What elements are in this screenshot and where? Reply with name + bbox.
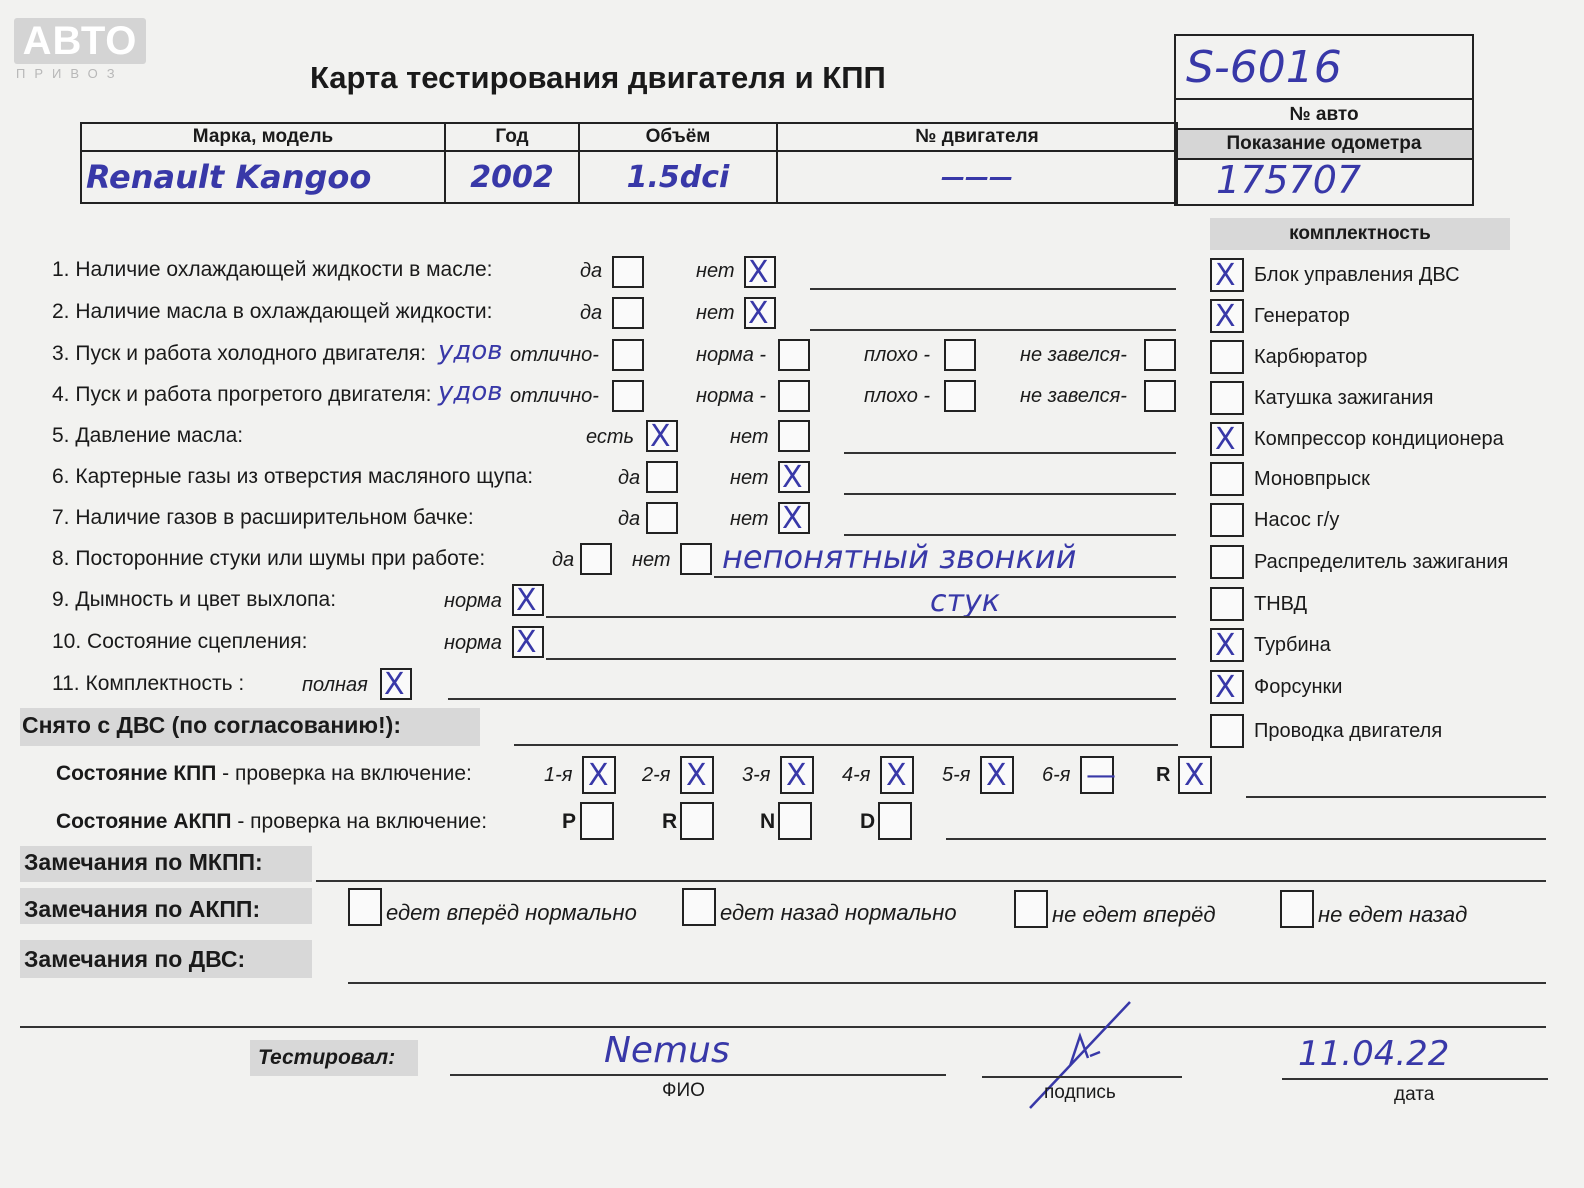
- odometer-value: 175707: [1216, 158, 1362, 202]
- opt-normal-label: норма: [444, 632, 502, 654]
- row-text: Наличие газов в расширительном бачке:: [75, 506, 474, 529]
- row-number: 6.: [52, 465, 70, 488]
- year-value: 2002: [445, 151, 579, 203]
- check-mark: X: [786, 758, 807, 793]
- signature-line-sign: [982, 1076, 1182, 1078]
- check-mark: X: [588, 758, 609, 793]
- check-mark: X: [650, 419, 671, 454]
- check-mark: X: [686, 758, 707, 793]
- handwritten-note: непонятный звонкий: [722, 538, 1077, 576]
- kpp-gear-7-box[interactable]: [1178, 756, 1212, 794]
- komplekt-item-2-label: Генератор: [1254, 305, 1350, 327]
- note-line: [844, 534, 1176, 536]
- akpp-label: [56, 810, 487, 834]
- komplekt-item-3-box[interactable]: [1210, 340, 1244, 374]
- check-5-no-box[interactable]: [778, 420, 810, 452]
- check-row-7: [52, 506, 474, 530]
- opt-no-label: нет: [696, 260, 735, 282]
- opt-no-label: нет: [632, 549, 671, 571]
- komplekt-item-5-box[interactable]: [1210, 422, 1244, 456]
- check-2-no-box[interactable]: [744, 297, 776, 329]
- komplekt-item-4-label: Катушка зажигания: [1254, 387, 1434, 409]
- opt-excellent-label: отлично-: [510, 344, 599, 366]
- komplekt-item-1-label: Блок управления ДВС: [1254, 264, 1460, 286]
- kpp-gear-label: 6-я: [1042, 764, 1071, 786]
- komplekt-item-6-box[interactable]: [1210, 462, 1244, 496]
- akpp-forward-ok-label: едет вперёд нормально: [386, 900, 637, 925]
- notes-akpp-label: Замечания по АКПП:: [24, 896, 261, 922]
- row-number: 4.: [52, 383, 70, 406]
- akpp-no-backward-label: не едет назад: [1318, 902, 1468, 927]
- kpp-gear-label: 1-я: [544, 764, 573, 786]
- komplekt-item-8-box[interactable]: [1210, 545, 1244, 579]
- opt-bad-label: плохо -: [864, 385, 931, 407]
- check-3-normal-box[interactable]: [778, 339, 810, 371]
- check-row-2: [52, 300, 492, 324]
- check-mark: X: [516, 625, 537, 660]
- check-row-9: [52, 588, 336, 612]
- note-line: [20, 1026, 1546, 1028]
- row-text: Пуск и работа прогретого двигателя:: [75, 383, 432, 406]
- akpp-backward-ok-box[interactable]: [682, 888, 716, 926]
- kpp-label-text: - проверка на включение:: [216, 762, 472, 785]
- komplekt-item-11-box[interactable]: [1210, 670, 1244, 704]
- row-text: Картерные газы из отверстия масляного щупа:: [75, 465, 534, 488]
- row-text: Давление масла:: [75, 424, 244, 447]
- kpp-label: [56, 762, 472, 786]
- check-1-no-box[interactable]: [744, 256, 776, 288]
- opt-yes-label: да: [580, 260, 603, 282]
- check-mark: X: [1215, 628, 1236, 663]
- opt-bad-label: плохо -: [864, 344, 931, 366]
- akpp-forward-ok-box[interactable]: [348, 888, 382, 926]
- akpp-no-backward-box[interactable]: [1280, 890, 1314, 928]
- opt-yes-label: да: [618, 508, 641, 530]
- auto-number-box: [1174, 34, 1474, 206]
- komplekt-item-1-box[interactable]: [1210, 258, 1244, 292]
- akpp-no-forward-label: не едет вперёд: [1052, 902, 1216, 927]
- komplekt-item-2-box[interactable]: [1210, 299, 1244, 333]
- komplekt-item-4-box[interactable]: [1210, 381, 1244, 415]
- page-title: Карта тестирования двигателя и КПП: [310, 60, 886, 95]
- row-text: Наличие масла в охлаждающей жидкости:: [75, 300, 493, 323]
- row-number: 10.: [52, 630, 82, 653]
- note-line: [546, 616, 1176, 618]
- odometer-label: Показание одометра: [1176, 128, 1472, 160]
- check-10-normal-box[interactable]: [512, 626, 544, 658]
- komplekt-item-10-label: Турбина: [1254, 634, 1331, 656]
- check-6-yes-box[interactable]: [646, 461, 678, 493]
- note-line: [844, 493, 1176, 495]
- check-6-no-box[interactable]: [778, 461, 810, 493]
- komplekt-item-10-box[interactable]: [1210, 628, 1244, 662]
- notes-mkpp-label: Замечания по МКПП:: [24, 849, 263, 875]
- auto-number-value: S-6016: [1186, 42, 1342, 93]
- row-number: 1.: [52, 258, 70, 281]
- check-mark: X: [384, 667, 405, 702]
- opt-no-label: нет: [730, 467, 769, 489]
- logo: АВТО: [14, 18, 146, 64]
- check-4-not-started-box[interactable]: [1144, 380, 1176, 412]
- check-row-4: [52, 383, 432, 407]
- kpp-gear-label: R: [1156, 764, 1171, 786]
- akpp-mode-2-box[interactable]: [680, 802, 714, 840]
- check-mark: X: [886, 758, 907, 793]
- check-mark: —: [1086, 758, 1116, 793]
- komplekt-item-9-box[interactable]: [1210, 587, 1244, 621]
- opt-full-label: полная: [302, 674, 368, 696]
- check-1-yes-box[interactable]: [612, 256, 644, 288]
- row-text: Дымность и цвет выхлопа:: [75, 588, 337, 611]
- engine-no-value: ———: [777, 151, 1177, 203]
- check-4-excellent-box[interactable]: [612, 380, 644, 412]
- check-mark: X: [986, 758, 1007, 793]
- check-mark: X: [516, 583, 537, 618]
- check-mark: X: [748, 255, 769, 290]
- check-row-6: [52, 465, 533, 489]
- handwritten-note: удов: [438, 377, 503, 407]
- komplekt-item-11-label: Форсунки: [1254, 676, 1343, 698]
- check-7-no-box[interactable]: [778, 502, 810, 534]
- note-line: [714, 576, 1176, 578]
- akpp-backward-ok-label: едет назад нормально: [720, 900, 957, 925]
- check-row-8: [52, 547, 485, 571]
- check-row-3: [52, 342, 426, 366]
- tested-label: Тестировал:: [258, 1046, 396, 1069]
- signature-line-name: [450, 1074, 946, 1076]
- handwritten-note: удов: [438, 336, 503, 366]
- check-mark: X: [748, 296, 769, 331]
- opt-normal-label: норма -: [696, 344, 767, 366]
- komplekt-item-12-label: Проводка двигателя: [1254, 720, 1443, 742]
- komplekt-item-9-label: ТНВД: [1254, 593, 1308, 615]
- kpp-gear-5-box[interactable]: [980, 756, 1014, 794]
- komplekt-title: комплектность: [1289, 223, 1431, 244]
- kpp-gear-label: 5-я: [942, 764, 971, 786]
- year-label: Год: [445, 123, 579, 151]
- check-row-10: [52, 630, 307, 654]
- check-9-normal-box[interactable]: [512, 584, 544, 616]
- kpp-gear-1-box[interactable]: [582, 756, 616, 794]
- row-text: Комплектность :: [85, 672, 245, 695]
- opt-yes-label: есть: [586, 426, 635, 448]
- check-mark: X: [1215, 422, 1236, 457]
- komplekt-item-6-label: Моновпрыск: [1254, 468, 1370, 490]
- signature-line-date: [1282, 1078, 1548, 1080]
- note-line: [1246, 796, 1546, 798]
- opt-yes-label: да: [618, 467, 641, 489]
- check-mark: X: [1215, 299, 1236, 334]
- check-5-yes-box[interactable]: [646, 420, 678, 452]
- opt-no-label: нет: [730, 508, 769, 530]
- akpp-mode-label: R: [662, 810, 678, 833]
- note-line: [348, 982, 1546, 984]
- check-8-yes-box[interactable]: [580, 543, 612, 575]
- row-text: Состояние сцепления:: [87, 630, 308, 653]
- opt-not-started-label: не завелся-: [1020, 344, 1127, 366]
- row-number: 7.: [52, 506, 70, 529]
- kpp-gear-3-box[interactable]: [780, 756, 814, 794]
- akpp-mode-label: D: [860, 810, 876, 833]
- row-number: 3.: [52, 342, 70, 365]
- handwritten-note: стук: [930, 584, 1000, 619]
- row-number: 8.: [52, 547, 70, 570]
- row-text: Посторонние стуки или шумы при работе:: [75, 547, 486, 570]
- opt-yes-label: да: [580, 302, 603, 324]
- akpp-mode-3-box[interactable]: [778, 802, 812, 840]
- komplekt-item-7-label: Насос г/у: [1254, 509, 1340, 531]
- note-line: [316, 880, 1546, 882]
- opt-normal-label: норма: [444, 590, 502, 612]
- check-2-yes-box[interactable]: [612, 297, 644, 329]
- logo-subtitle: ПРИВОЗ: [16, 66, 124, 81]
- kpp-gear-4-box[interactable]: [880, 756, 914, 794]
- komplekt-item-8-label: Распределитель зажигания: [1254, 551, 1509, 573]
- row-number: 5.: [52, 424, 70, 447]
- check-8-no-box[interactable]: [680, 543, 712, 575]
- row-number: 2.: [52, 300, 70, 323]
- opt-no-label: нет: [696, 302, 735, 324]
- fio-label: ФИО: [662, 1080, 705, 1101]
- note-line: [514, 744, 1178, 746]
- date-label: дата: [1394, 1084, 1435, 1105]
- check-3-not-started-box[interactable]: [1144, 339, 1176, 371]
- check-7-yes-box[interactable]: [646, 502, 678, 534]
- akpp-label-text: - проверка на включение:: [231, 810, 488, 833]
- row-text: Наличие охлаждающей жидкости в масле:: [75, 258, 493, 281]
- komplekt-item-5-label: Компрессор кондиционера: [1254, 428, 1504, 450]
- check-11-full-box[interactable]: [380, 668, 412, 700]
- opt-not-started-label: не завелся-: [1020, 385, 1127, 407]
- note-line: [448, 698, 1176, 700]
- row-number: 11.: [52, 672, 80, 695]
- kpp-gear-label: 2-я: [642, 764, 671, 786]
- row-number: 9.: [52, 588, 70, 611]
- auto-number-label: № авто: [1176, 98, 1472, 126]
- check-mark: X: [1215, 258, 1236, 293]
- date-value: 11.04.22: [1298, 1034, 1450, 1074]
- opt-no-label: нет: [730, 426, 769, 448]
- opt-yes-label: да: [552, 549, 575, 571]
- check-4-normal-box[interactable]: [778, 380, 810, 412]
- kpp-gear-label: 3-я: [742, 764, 771, 786]
- note-line: [946, 838, 1546, 840]
- akpp-label-bold: Состояние АКПП: [56, 810, 232, 833]
- volume-value: 1.5dci: [579, 151, 777, 203]
- note-line: [810, 288, 1176, 290]
- removed-label: Снято с ДВС (по согласованию!):: [22, 712, 401, 738]
- akpp-mode-label: P: [562, 810, 577, 833]
- komplekt-item-7-box[interactable]: [1210, 503, 1244, 537]
- check-3-excellent-box[interactable]: [612, 339, 644, 371]
- opt-excellent-label: отлично-: [510, 385, 599, 407]
- akpp-mode-4-box[interactable]: [878, 802, 912, 840]
- akpp-no-forward-box[interactable]: [1014, 890, 1048, 928]
- kpp-gear-2-box[interactable]: [680, 756, 714, 794]
- check-3-bad-box[interactable]: [944, 339, 976, 371]
- row-text: Пуск и работа холодного двигателя:: [75, 342, 427, 365]
- check-row-1: [52, 258, 492, 282]
- check-row-5: [52, 424, 243, 448]
- make-value: Renault Kangoo: [81, 151, 445, 203]
- notes-dvs-label: Замечания по ДВС:: [24, 946, 246, 972]
- tester-name: Nemus: [604, 1030, 730, 1071]
- check-mark: X: [782, 501, 803, 536]
- volume-label: Объём: [579, 123, 777, 151]
- vehicle-header-table: [80, 122, 1178, 204]
- opt-normal-label: норма -: [696, 385, 767, 407]
- check-mark: X: [782, 460, 803, 495]
- kpp-gear-label: 4-я: [842, 764, 871, 786]
- sign-label: подпись: [1044, 1082, 1116, 1103]
- make-label: Марка, модель: [81, 123, 445, 151]
- check-4-bad-box[interactable]: [944, 380, 976, 412]
- komplekt-item-3-label: Карбюратор: [1254, 346, 1368, 368]
- komplekt-item-12-box[interactable]: [1210, 714, 1244, 748]
- kpp-label-bold: Состояние КПП: [56, 762, 217, 785]
- akpp-mode-1-box[interactable]: [580, 802, 614, 840]
- note-line: [810, 329, 1176, 331]
- engine-no-label: № двигателя: [777, 123, 1177, 151]
- kpp-gear-6-box[interactable]: [1080, 756, 1114, 794]
- akpp-mode-label: N: [760, 810, 776, 833]
- note-line: [844, 452, 1176, 454]
- check-mark: X: [1184, 758, 1205, 793]
- check-mark: X: [1215, 670, 1236, 705]
- check-row-11: [52, 672, 244, 696]
- note-line: [546, 658, 1176, 660]
